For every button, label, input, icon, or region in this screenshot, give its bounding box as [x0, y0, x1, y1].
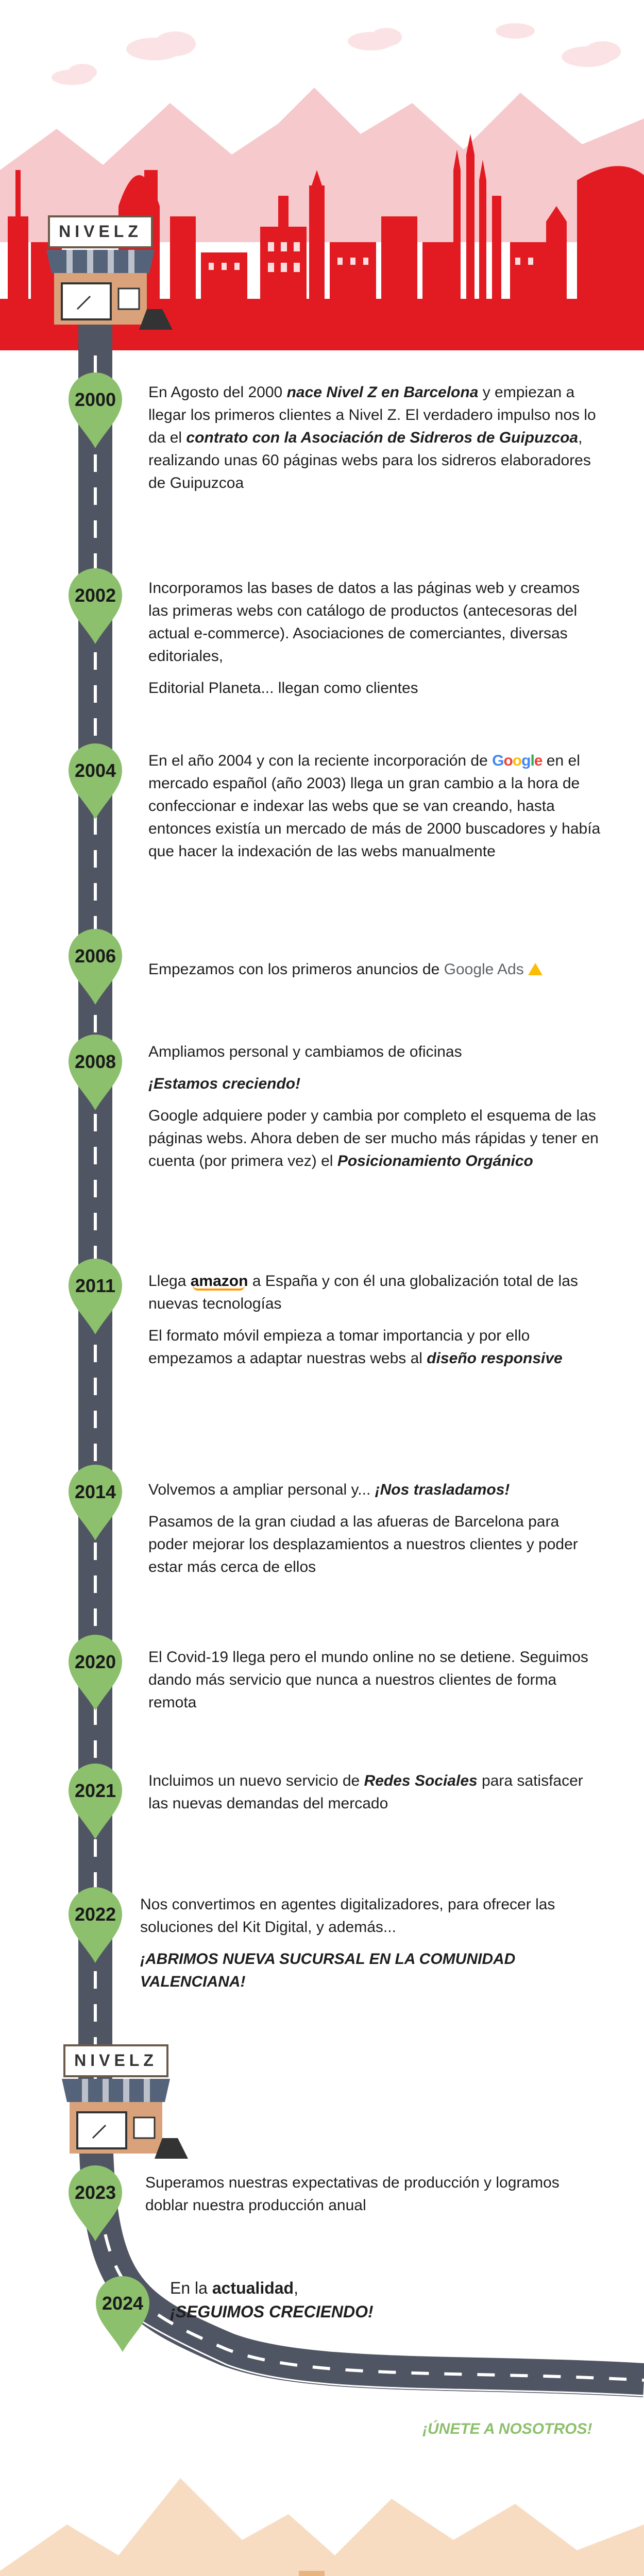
- entry-text: El formato móvil empieza a tomar importancia y por ello empezamos a adaptar nuestras webs al: [148, 1327, 530, 1367]
- entry-paragraph: [148, 1073, 602, 1095]
- pin-year-label: 2000: [74, 389, 116, 410]
- timeline-entry-2000: [148, 381, 602, 495]
- entry-highlight: ¡ABRIMOS NUEVA SUCURSAL EN LA COMUNIDAD VALENCIANA!: [140, 1951, 516, 1990]
- entry-paragraph: [148, 1511, 602, 1579]
- entry-text: para satisfacer las nuevas demandas del mercado: [148, 1772, 583, 1812]
- entry-highlight: nace Nivel Z en Barcelona: [286, 384, 479, 401]
- google-logo-icon: Google: [492, 752, 543, 769]
- entry-paragraph: [145, 2172, 599, 2217]
- entry-paragraph: [148, 1041, 602, 1063]
- pin-2020: [69, 1635, 122, 1710]
- pin-year-label: 2023: [74, 2182, 116, 2203]
- pin-year-label: 2006: [74, 945, 116, 967]
- pin-year-label: 2014: [74, 1481, 116, 1502]
- entry-text: Nos convertimos en agentes digitalizadores, para ofrecer las soluciones del Kit Digital, y además...: [140, 1896, 555, 1936]
- timeline-entry-2011: [148, 1270, 602, 1370]
- entry-highlight: ¡Estamos creciendo!: [148, 1075, 301, 1092]
- pin-2011: [69, 1259, 122, 1334]
- entry-text: En el año 2004 y con la reciente incorporación de: [148, 752, 493, 769]
- entry-paragraph: [148, 1479, 602, 1501]
- entry-text: Superamos nuestras expectativas de producción y logramos doblar nuestra producción anual: [145, 2174, 560, 2214]
- pin-marker-icon: [69, 1259, 122, 1334]
- pin-2000: [69, 372, 122, 448]
- entry-paragraph: [148, 577, 602, 668]
- google-ads-triangle-icon: [528, 963, 543, 975]
- timeline-entry-2014: [148, 1479, 602, 1579]
- entry-paragraph: [148, 1105, 602, 1173]
- pin-marker-icon: [69, 1635, 122, 1710]
- pin-2008: [69, 1035, 122, 1110]
- pin-marker-icon: [69, 1465, 122, 1540]
- entry-paragraph: [148, 381, 602, 495]
- pin-marker-icon: [69, 1764, 122, 1839]
- final-punct: ,: [294, 2279, 298, 2297]
- pin-year-label: 2011: [75, 1275, 116, 1296]
- pin-2021: [69, 1764, 122, 1839]
- final-entry: [170, 2276, 531, 2324]
- entry-paragraph: [148, 1646, 602, 1714]
- entry-text: Incluimos un nuevo servicio de: [148, 1772, 364, 1789]
- final-highlight: actualidad: [212, 2279, 294, 2297]
- entry-text: El Covid-19 llega pero el mundo online no se detiene. Seguimos dando más servicio que nunca a nuestros clientes de forma remota: [148, 1649, 588, 1711]
- final-text: En la: [170, 2279, 212, 2297]
- pin-marker-icon: [69, 372, 122, 448]
- entry-paragraph: [148, 750, 602, 863]
- entry-text: Llega: [148, 1273, 191, 1290]
- entry-text: Editorial Planeta... llegan como clientes: [148, 680, 418, 697]
- entry-highlight: Posicionamiento Orgánico: [337, 1153, 533, 1170]
- bottom-mountains: [0, 2478, 644, 2576]
- entry-paragraph: [148, 1770, 602, 1815]
- pin-marker-icon: [69, 1887, 122, 1963]
- entry-text: En Agosto del 2000: [148, 384, 287, 401]
- pin-year-label: 2008: [74, 1051, 116, 1072]
- entry-text: Empezamos con los primeros anuncios de: [148, 961, 444, 978]
- entry-text: en el mercado español (año 2003) llega un gran cambio a la hora de confeccionar e indexar las webs que se van creando, hasta entonces existía un mercado de más de 2000 buscadores y había que hacer la indexación de las webs manualmente: [148, 752, 601, 860]
- entry-text: Volvemos a ampliar personal y...: [148, 1481, 375, 1498]
- entry-text: a España y con él una globalización total de las nuevas tecnologías: [148, 1273, 578, 1312]
- pin-marker-icon: [69, 743, 122, 819]
- clouds: [52, 23, 621, 85]
- entry-highlight: Redes Sociales: [364, 1772, 478, 1789]
- entry-paragraph: [148, 677, 602, 700]
- timeline-entry-2008: [148, 1041, 602, 1173]
- entry-paragraph: [140, 1893, 594, 1939]
- pin-year-label: 2020: [74, 1651, 116, 1672]
- pin-2002: [69, 568, 122, 644]
- svg-text:NIVELZ: NIVELZ: [59, 222, 142, 241]
- entry-text: Incorporamos las bases de datos a las páginas web y creamos las primeras webs con catálogo de productos (antecesoras del actual e-commerce). Asociaciones de comerciantes, diversas editoriales,: [148, 580, 580, 665]
- pin-year-label: 2022: [74, 1904, 116, 1925]
- entry-paragraph: [140, 1948, 594, 1993]
- pin-year-label: 2024: [101, 2293, 144, 2314]
- pin-marker-icon: [69, 1035, 122, 1110]
- timeline-entry-2002: [148, 577, 602, 700]
- pin-year-label: 2004: [74, 760, 116, 781]
- entry-text: , realizando unas 60 páginas webs para los sidreros elaboradores de Guipuzcoa: [148, 429, 591, 492]
- entry-text: Pasamos de la gran ciudad a las afueras de Barcelona para poder mejorar los desplazamientos a nuestros clientes y poder estar más cerca de ellos: [148, 1513, 578, 1575]
- entry-text: Ampliamos personal y cambiamos de oficinas: [148, 1043, 462, 1060]
- timeline-entry-2020: [148, 1646, 602, 1714]
- pin-marker-icon: [69, 568, 122, 644]
- pin-2004: [69, 743, 122, 819]
- timeline-entry-2021: [148, 1770, 602, 1815]
- entry-text: Google adquiere poder y cambia por completo el esquema de las páginas webs. Ahora deben de ser mucho más rápidas y tener en cuenta (por primera vez) el: [148, 1107, 599, 1170]
- entry-text: y empiezan a llegar los primeros clientes a Nivel Z. El verdadero impulso nos lo da el: [148, 384, 596, 446]
- timeline-entry-2023: [145, 2172, 599, 2217]
- entry-paragraph: [148, 1325, 602, 1370]
- entry-highlight: diseño responsive: [427, 1350, 563, 1367]
- google-ads-logo-icon: Google Ads: [444, 961, 543, 978]
- entry-paragraph: [148, 958, 602, 981]
- final-slogan: ¡SEGUIMOS CRECIENDO!: [170, 2302, 374, 2321]
- pin-2006: [69, 929, 122, 1005]
- pin-2022: [69, 1887, 122, 1963]
- pin-2014: [69, 1465, 122, 1540]
- pin-marker-icon: [69, 929, 122, 1005]
- timeline-entry-2006: [148, 958, 602, 981]
- amazon-logo-icon: amazon: [191, 1270, 248, 1293]
- timeline-entry-2022: [140, 1893, 594, 1993]
- join-us-cta[interactable]: ¡ÚNETE A NOSOTROS!: [422, 2420, 592, 2437]
- shop-icon-valencia: [62, 2045, 188, 2159]
- entry-paragraph: [148, 1270, 602, 1315]
- pin-year-label: 2002: [74, 585, 116, 606]
- pin-year-label: 2021: [74, 1780, 116, 1801]
- entry-highlight: ¡Nos trasladamos!: [375, 1481, 510, 1498]
- entry-highlight: contrato con la Asociación de Sidreros de Guipuzcoa: [186, 429, 579, 446]
- timeline-entry-2004: [148, 750, 602, 863]
- pin-2024: [96, 2276, 149, 2352]
- svg-text:NIVELZ: NIVELZ: [74, 2051, 158, 2070]
- pin-marker-icon: [96, 2276, 149, 2352]
